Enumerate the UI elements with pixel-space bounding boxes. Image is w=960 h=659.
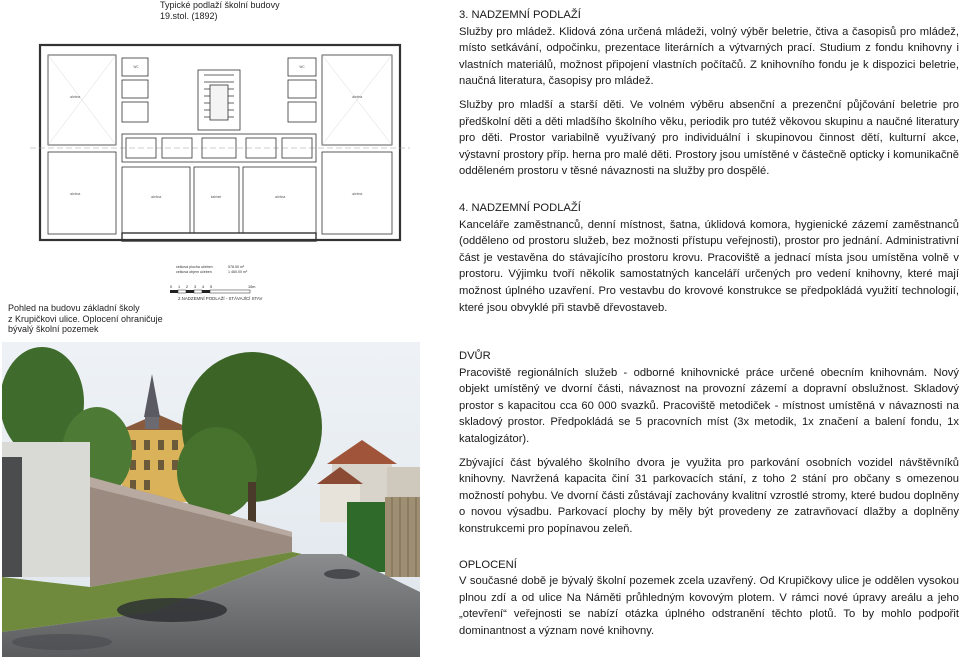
scale-bar [170, 290, 250, 293]
svg-text:kabinet: kabinet [210, 195, 222, 199]
svg-text:WC: WC [133, 65, 139, 69]
text-column-lower [459, 348, 959, 640]
scale-number: 4 [202, 285, 205, 289]
photo-caption-line1: Pohled na budovu základní školy [8, 303, 140, 313]
floor-plan-drawing [30, 30, 410, 305]
scale-number: 3 [194, 285, 197, 289]
text-column [459, 7, 959, 316]
svg-text:učebna: učebna [351, 192, 363, 196]
scale-number: 10m [248, 285, 256, 289]
section-oploceni-paragraph-1: V současné době je bývalý školní pozemek zcela uzavřený. Od Krupičkovy ulice je oddělen vysokou plnou zdí a od ulice Na Náměti průhledným kovovým plotem. V rámci nové úpravy areálu a jeho „otevření“ veřejnosti se nabízí otázka úplného odstranění těchto plotů. To by mohlo podpořit dominantnost a význam nové knihovny. [459, 575, 959, 637]
svg-text:učebna: učebna [351, 95, 363, 99]
floor-plan [30, 30, 410, 305]
plan-caption [160, 0, 280, 21]
scale-number: 2 [186, 285, 189, 289]
plan-legend-line2: celková objem učeben [176, 270, 212, 274]
scale-number: 5 [210, 285, 213, 289]
svg-text:učebna: učebna [69, 192, 81, 196]
scale-number: 1 [178, 285, 181, 289]
section-3np-paragraph-2: Služby pro mladší a starší děti. Ve volném výběru absenční a prezenční půjčování beletrie pro předškolní děti a děti mladšího školního věku, periodik pro tutéž věkovou skupinu a naučné literatury pro děti. Prostor variabilně využívaný pro individuální i skupinovou činnost dětí, kulturní akce, výstavní prostory příp. herna pro malé děti. Prostory jsou umístěné v částečně opticky i komunikačně odděleném prostoru v těsné návaznosti na služby pro dospělé. [459, 98, 959, 178]
svg-text:WC: WC [299, 65, 305, 69]
svg-text:učebna: učebna [69, 95, 81, 99]
plan-legend-value1: 578.50 m² [228, 265, 245, 269]
plan-drawing-title: 2.NADZEMNÍ PODLAŽÍ - STÁVAJÍCÍ STAV [178, 296, 263, 301]
section-dvur-paragraph-2: Zbývající část bývalého školního dvora je využita pro parkování osobních vozidel návštěvníků knihovny. Navržená kapacita činí 31 parkovacích stání, z toho 2 stání pro občany s omezenou možností pohybu. Ve dvorní části zůstávají zachovány kvalitní vzrostlé stromy, které budou doplněny o novou výsadbu. Parkovací plochy by měly být provedeny ze zatravňovací dlažby a doplněny konstrukcemi pro popínavou zeleň. [459, 456, 959, 535]
plan-caption-line1: Typické podlaží školní budovy [160, 0, 280, 10]
section-4np-paragraph-1: Kanceláře zaměstnanců, denní místnost, šatna, úklidová komora, hygienické zázemí zaměstnanců (odděleno od prostoru služeb, bez možnosti přístupu veřejnosti), prostor pro jednání. Administrativní část je vestavěna do stávajícího prostoru krovu. Pracoviště a jednací místa jsou umístěna volně v prostoru. Výjimku tvoří několik samostatných kanceláří určených pro vedení knihovny, které mají možnost úplného uzavření. Pro vestavbu do krovové konstrukce se předpokládá využití technologií, které jsou obvyklé při stavbě dřevostaveb. [459, 218, 959, 314]
photo-caption-line2: z Krupičkovi ulice. Oplocení ohraničuje [8, 313, 163, 324]
section-dvur-paragraph-1: Pracoviště regionálních služeb - odborné knihovnické práce určené obecním knihovnám. Nový objekt umístěný ve dvorní části, návaznost na provozní zázemí a dopravní obslužnost. Skladový prostor s kapacitou cca 60 000 svazků. Pracoviště metodiček - místnost umístěná v návaznosti na skladový prostor. Předpokládá se 5 pracovních míst (3x metodik, 1x značení a balení fondu, 1x katalogizátor). [459, 366, 959, 445]
section-3np-paragraph-1: Služby pro mládež. Klidová zóna určená mládeži, volný výběr beletrie, čtiva a časopisů pro mládež, místo setkávání, odpočinku, prezentace literárních a výtvarných prací. Studium z fondu knihovny i vlastních materiálů, možnost připojení vlastních počítačů. Z knihovního fondu je k dispozici beletrie, naučná literatura, časopisy pro mládež. [459, 25, 959, 88]
street-photo [2, 342, 420, 657]
section-heading-oploceni: OPLOCENÍ [459, 558, 517, 571]
plan-legend-line1: celková plocha učeben [176, 265, 213, 269]
svg-text:učebna: učebna [150, 195, 162, 199]
scale-number: 0 [170, 285, 173, 289]
photo-caption [8, 303, 163, 335]
plan-legend-value2: 1 460.00 m³ [228, 270, 248, 274]
section-heading-3np: 3. NADZEMNÍ PODLAŽÍ [459, 9, 581, 21]
photo-caption-line3: bývalý školní pozemek [8, 324, 99, 334]
section-heading-4np: 4. NADZEMNÍ PODLAŽÍ [459, 201, 581, 214]
svg-text:učebna: učebna [274, 195, 286, 199]
plan-caption-line2: 19.stol. (1892) [160, 10, 218, 21]
section-heading-dvur: DVŮR [459, 350, 491, 362]
